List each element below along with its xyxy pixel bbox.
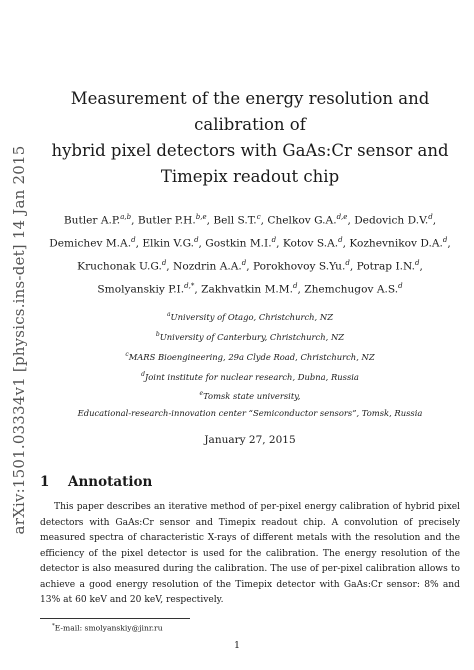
author-name: Porokhovoy S.Yu.: [252, 260, 346, 273]
affiliation-text: Educational-research-innovation center “Semiconductor sensors”, Tomsk, Russia: [77, 408, 423, 419]
author-name: Zhemchugov A.S.: [304, 283, 399, 296]
author-line: Kruchonak U.G.$^d$, Nozdrin A.A.$^d$, Porokhovoy S.Yu.$^d$, Potrap I.N.$^d$,: [77, 259, 423, 273]
affiliation: [40, 306, 460, 326]
section-number: 1: [40, 474, 50, 491]
author-affil-marker: c: [256, 213, 261, 221]
author-affil-marker: d,*: [184, 282, 195, 291]
author-name: Gostkin M.I.: [205, 237, 272, 250]
author-line: Butler A.P.$^{a,b}$, Butler P.H.$^{b,e}$, Bell S.T.$^c$, Chelkov G.A.$^{d,e}$, Dedovich D.V.$^d$,: [63, 213, 437, 227]
author-affil-marker: d: [398, 282, 403, 291]
affiliation-text: MARS Bioengineering, 29a Clyde Road, Christchurch, NZ: [128, 351, 375, 362]
paper-page: [40, 0, 460, 632]
author-name: Elkin V.G.: [142, 237, 195, 250]
author-affil-marker: d: [161, 259, 167, 268]
author-name: Zakhvatkin M.M.: [201, 283, 293, 296]
arxiv-sidebar: [8, 145, 30, 535]
affiliation-text: Joint institute for nuclear research, Dubna, Russia: [144, 371, 359, 382]
author-affil-marker: d: [428, 213, 433, 221]
affiliation-text: Tomsk state university,: [203, 391, 301, 402]
author-name: Kotov S.A.: [282, 237, 339, 250]
author-affil-marker: d: [338, 236, 343, 245]
paper-date: January 27, 2015: [204, 434, 296, 447]
author-affil-marker: d: [241, 259, 247, 268]
author-list: [40, 208, 460, 300]
section-heading: [40, 474, 460, 490]
title-line-3: Timepix readout chip: [160, 167, 340, 186]
author-name: Kruchonak U.G.: [77, 260, 162, 273]
affiliation-list: [40, 306, 460, 422]
affiliation: [40, 346, 460, 366]
author-affil-marker: d: [293, 282, 298, 291]
affiliation-marker: b: [155, 330, 160, 338]
affiliation-marker: d: [141, 370, 145, 378]
author-affil-marker: d: [194, 236, 199, 245]
affiliation: [40, 405, 460, 422]
abstract-text: This paper describes an iterative method of per-pixel energy calibration of hybrid pixel detectors with GaAs:Cr sensor and Timepix readout chip. A convolution of precisely measured spectra of characteristic X-rays of different metals with the resolution and the efficiency of the pixel detector is used for the calibration. The energy resolution of the detector is also measured during the calibration. The use of per-pixel calibration allows to achieve a good energy resolution of the Timepix detector with GaAs:Cr sensor: 8% and 13% at 60 keV and 20 keV, respectively.: [40, 502, 460, 606]
author-line: Smolyanskiy P.I.$^{d,*}$, Zakhvatkin M.M.$^d$, Zhemchugov A.S.$^d$: [97, 282, 403, 296]
affiliation-text: University of Canterbury, Christchurch, NZ: [159, 331, 345, 342]
arxiv-identifier: arXiv:1501.03334v1 [physics.ins-det] 14 Jan 2015: [10, 145, 28, 535]
title-line-1: Measurement of the energy resolution and calibration of: [70, 89, 430, 134]
affiliation-marker: e: [199, 390, 204, 398]
affiliation-marker: c: [125, 350, 129, 358]
affiliation: [40, 385, 460, 405]
affiliation: [40, 366, 460, 386]
author-affil-marker: d: [345, 259, 350, 268]
page-number: 1: [233, 640, 241, 651]
author-name: Butler P.H.: [137, 214, 196, 227]
author-name: Kozhevnikov D.A.: [349, 237, 443, 250]
section-title: Annotation: [68, 474, 153, 491]
author-affil-marker: d: [271, 236, 277, 245]
author-affil-marker: d: [414, 259, 420, 268]
author-name: Smolyanskiy P.I.: [97, 283, 185, 296]
author-line: Demichev M.A.$^d$, Elkin V.G.$^d$, Gostkin M.I.$^d$, Kotov S.A.$^d$, Kozhevnikov D.A.$^d$,: [49, 236, 451, 250]
author-name: Nozdrin A.A.: [173, 260, 242, 273]
author-affil-marker: d: [442, 236, 448, 245]
title-line-2: hybrid pixel detectors with GaAs:Cr sensor and: [51, 141, 449, 160]
author-name: Chelkov G.A.: [267, 214, 337, 227]
author-name: Demichev M.A.: [49, 237, 132, 250]
affiliation: [40, 326, 460, 346]
affiliation-text: University of Otago, Christchurch, NZ: [170, 311, 334, 322]
footnote-text: E-mail: smolyanskiy@jinr.ru: [54, 623, 163, 633]
author-name: Potrap I.N.: [356, 260, 415, 273]
footnote-rule: [40, 618, 190, 619]
author-name: Dedovich D.V.: [354, 214, 429, 227]
author-affil-marker: d: [131, 236, 136, 245]
author-affil-marker: d,e: [336, 213, 348, 221]
footnote-marker: *: [52, 622, 55, 629]
author-name: Bell S.T.: [213, 214, 257, 227]
paper-title: [40, 86, 460, 190]
affiliation-marker: a: [166, 311, 171, 319]
author-affil-marker: b,e: [195, 213, 207, 221]
footnote: [40, 623, 460, 633]
author-affil-marker: a,b: [120, 213, 132, 221]
author-name: Butler A.P.: [63, 214, 121, 227]
